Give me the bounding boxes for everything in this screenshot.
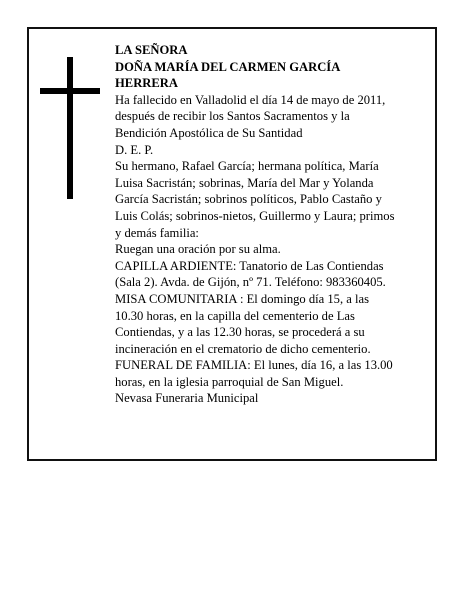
heading-line-3: HERRERA [115,76,178,91]
heading-line-1: LA SEÑORA [115,43,188,57]
obituary-notice [27,27,437,461]
body-line-18: horas, en la iglesia parroquial de San Miguel. [115,374,344,389]
body-line-10: Ruegan una oración por su alma. [115,242,281,257]
body-line-9: y demás familia: [115,225,199,240]
cross-horizontal-bar [40,88,100,94]
body-line-5: Su hermano, Rafael García; hermana política, María [115,159,379,174]
body-line-11: CAPILLA ARDIENTE: Tanatorio de Las Contiendas [115,258,384,273]
body-line-17: FUNERAL DE FAMILIA: El lunes, día 16, a las 13.00 [115,358,393,373]
body-line-16: incineración en el crematorio de dicho cementerio. [115,341,371,356]
body-line-14: 10.30 horas, en la capilla del cementerio de Las [115,308,355,323]
body-line-4: D. E. P. [115,142,154,157]
body-line-2: después de recibir los Santos Sacramentos y la [115,109,350,124]
body-line-19: Nevasa Funeraria Municipal [115,391,259,406]
body-line-3: Bendición Apostólica de Su Santidad [115,125,303,140]
body-line-15: Contiendas, y a las 12.30 horas, se procederá a su [115,325,365,340]
body-line-13: MISA COMUNITARIA : El domingo día 15, a las [115,291,370,306]
body-line-1: Ha fallecido en Valladolid el día 14 de mayo de 2011, [115,92,386,107]
notice-text [115,42,427,407]
body-line-7: García Sacristán; sobrinos políticos, Pablo Castaño y [115,192,382,207]
body-line-6: Luisa Sacristán; sobrinas, María del Mar y Yolanda [115,175,374,190]
cross-vertical-bar [67,57,73,199]
body-line-8: Luis Colás; sobrinos-nietos, Guillermo y Laura; primos [115,208,395,223]
body-line-12: (Sala 2). Avda. de Gijón, nº 71. Teléfono: 983360405. [115,275,386,290]
heading-line-2: DOÑA MARÍA DEL CARMEN GARCÍA [115,59,341,74]
